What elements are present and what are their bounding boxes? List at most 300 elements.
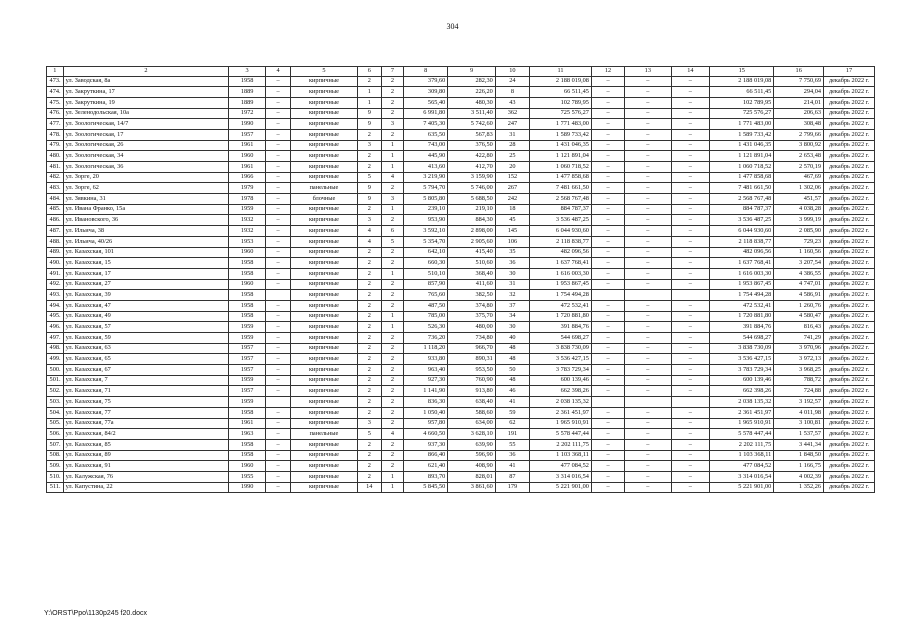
cell-year-built: 1959 (229, 375, 265, 386)
header-cell-cost-col-12: 12 (591, 67, 624, 77)
cell-repair-date: декабрь 2022 г. (824, 258, 875, 269)
cell-row-number: 487. (47, 226, 64, 237)
cell-residents: 30 (495, 322, 529, 333)
cell-cost-col-13: – (625, 311, 671, 322)
cell-wall-material: кирпичные (291, 172, 357, 183)
cell-row-number: 492. (47, 279, 64, 290)
cell-cost-col-15: 102 789,95 (710, 97, 774, 108)
cell-total-area: 927,30 (404, 375, 448, 386)
cell-cost-col-13: – (625, 183, 671, 194)
cell-address: ул. Казахская, 91 (63, 461, 229, 472)
cell-cost-col-14: – (671, 76, 710, 87)
cell-total-area: 660,30 (404, 258, 448, 269)
cell-cost-col-12: – (591, 151, 624, 162)
cell-wall-material: кирпичные (291, 258, 357, 269)
cell-row-number: 491. (47, 268, 64, 279)
cell-year-reconstruction: – (265, 183, 290, 194)
cell-cost-col-13: – (625, 343, 671, 354)
cell-cost-col-12: – (591, 247, 624, 258)
table-row (47, 215, 875, 226)
cell-living-area: 422,80 (448, 151, 496, 162)
cell-year-reconstruction: – (265, 311, 290, 322)
cell-cost-col-14: – (671, 471, 710, 482)
cell-cost-col-12 (591, 290, 624, 301)
cell-cost-per-sqm: 2 653,48 (774, 151, 824, 162)
cell-total-cost: 1 060 718,52 (530, 162, 592, 173)
cell-total-area: 937,30 (404, 439, 448, 450)
cell-residents: 20 (495, 162, 529, 173)
cell-year-reconstruction: – (265, 236, 290, 247)
cell-year-built: 1990 (229, 119, 265, 130)
page-number: 304 (446, 22, 459, 31)
cell-row-number: 486. (47, 215, 64, 226)
cell-wall-material: кирпичные (291, 97, 357, 108)
cell-entrances: 2 (381, 247, 403, 258)
cell-wall-material: панельные (291, 183, 357, 194)
cell-floors: 5 (357, 172, 381, 183)
cell-repair-date: декабрь 2022 г. (824, 439, 875, 450)
cell-row-number: 495. (47, 311, 64, 322)
cell-repair-date: декабрь 2022 г. (824, 226, 875, 237)
cell-year-built: 1932 (229, 226, 265, 237)
cell-year-built: 1958 (229, 76, 265, 87)
header-cell-address: 2 (63, 67, 229, 77)
cell-repair-date: декабрь 2022 г. (824, 397, 875, 408)
cell-cost-col-12: – (591, 129, 624, 140)
cell-year-reconstruction: – (265, 97, 290, 108)
cell-floors: 1 (357, 97, 381, 108)
table-row (47, 418, 875, 429)
cell-repair-date: декабрь 2022 г. (824, 407, 875, 418)
cell-wall-material: кирпичные (291, 247, 357, 258)
cell-total-cost: 2 202 111,75 (530, 439, 592, 450)
cell-living-area: 376,50 (448, 140, 496, 151)
cell-cost-col-15: 1 431 046,35 (710, 140, 774, 151)
cell-cost-col-15: 1 754 494,28 (710, 290, 774, 301)
cell-year-reconstruction: – (265, 322, 290, 333)
cell-year-reconstruction: – (265, 450, 290, 461)
cell-address: ул. Заводская, 8а (63, 76, 229, 87)
cell-total-cost: 2 568 767,48 (530, 194, 592, 205)
cell-residents: 50 (495, 365, 529, 376)
cell-row-number: 488. (47, 236, 64, 247)
cell-living-area: 368,40 (448, 268, 496, 279)
cell-year-built: 1959 (229, 333, 265, 344)
cell-year-built: 1889 (229, 97, 265, 108)
cell-repair-date: декабрь 2022 г. (824, 247, 875, 258)
cell-living-area: 828,01 (448, 471, 496, 482)
cell-cost-per-sqm: 206,63 (774, 108, 824, 119)
cell-row-number: 482. (47, 172, 64, 183)
cell-repair-date: декабрь 2022 г. (824, 140, 875, 151)
cell-address: ул. Казахская, 67 (63, 365, 229, 376)
cell-year-built: 1960 (229, 461, 265, 472)
cell-cost-per-sqm: 214,01 (774, 97, 824, 108)
cell-entrances: 2 (381, 365, 403, 376)
cell-wall-material: кирпичные (291, 471, 357, 482)
cell-cost-col-14: – (671, 172, 710, 183)
cell-total-cost: 1 121 891,04 (530, 151, 592, 162)
cell-cost-col-13: – (625, 194, 671, 205)
cell-entrances: 4 (381, 429, 403, 440)
cell-year-built: 1966 (229, 172, 265, 183)
cell-cost-col-15: 66 511,45 (710, 87, 774, 98)
table-row (47, 151, 875, 162)
cell-cost-col-13: – (625, 354, 671, 365)
cell-cost-col-12: – (591, 194, 624, 205)
cell-repair-date: декабрь 2022 г. (824, 322, 875, 333)
cell-cost-col-12: – (591, 162, 624, 173)
cell-living-area: 588,60 (448, 407, 496, 418)
cell-entrances: 1 (381, 204, 403, 215)
cell-year-built: 1958 (229, 439, 265, 450)
cell-cost-col-13: – (625, 87, 671, 98)
cell-cost-col-15: 2 188 019,08 (710, 76, 774, 87)
cell-cost-col-14: – (671, 258, 710, 269)
table-row (47, 429, 875, 440)
cell-cost-col-13: – (625, 236, 671, 247)
cell-total-area: 445,90 (404, 151, 448, 162)
cell-cost-col-15: 5 578 447,44 (710, 429, 774, 440)
cell-wall-material: кирпичные (291, 215, 357, 226)
cell-cost-col-12: – (591, 354, 624, 365)
cell-row-number: 511. (47, 482, 64, 493)
cell-floors: 2 (357, 322, 381, 333)
cell-entrances: 2 (381, 418, 403, 429)
cell-repair-date: декабрь 2022 г. (824, 119, 875, 130)
cell-cost-col-15: 3 536 487,25 (710, 215, 774, 226)
cell-year-built: 1957 (229, 343, 265, 354)
cell-repair-date: декабрь 2022 г. (824, 290, 875, 301)
cell-cost-col-12: – (591, 97, 624, 108)
cell-address: ул. Зявкина, 31 (63, 194, 229, 205)
cell-cost-col-14: – (671, 119, 710, 130)
header-cell-cost-per-sqm: 16 (774, 67, 824, 77)
cell-cost-col-14: – (671, 247, 710, 258)
cell-row-number: 480. (47, 151, 64, 162)
cell-living-area: 884,30 (448, 215, 496, 226)
cell-repair-date: декабрь 2022 г. (824, 215, 875, 226)
cell-cost-col-14: – (671, 343, 710, 354)
cell-entrances: 2 (381, 76, 403, 87)
cell-cost-col-13: – (625, 461, 671, 472)
cell-cost-col-13: – (625, 129, 671, 140)
table-row (47, 279, 875, 290)
cell-year-built: 1961 (229, 162, 265, 173)
cell-cost-col-13: – (625, 258, 671, 269)
cell-residents: 34 (495, 311, 529, 322)
cell-cost-col-14: – (671, 162, 710, 173)
cell-wall-material: кирпичные (291, 204, 357, 215)
cell-year-reconstruction (265, 290, 290, 301)
cell-floors: 2 (357, 386, 381, 397)
table-row (47, 450, 875, 461)
cell-address: ул. Зоологическая, 17 (63, 129, 229, 140)
cell-total-area: 487,50 (404, 300, 448, 311)
cell-living-area: 3 511,40 (448, 108, 496, 119)
table-row (47, 119, 875, 130)
table-row (47, 172, 875, 183)
cell-entrances: 6 (381, 226, 403, 237)
cell-floors: 2 (357, 343, 381, 354)
cell-wall-material: кирпичные (291, 333, 357, 344)
cell-address: ул. Зоологическая, 14/7 (63, 119, 229, 130)
cell-floors: 2 (357, 151, 381, 162)
cell-living-area: 966,70 (448, 343, 496, 354)
cell-wall-material: кирпичные (291, 354, 357, 365)
cell-cost-col-14: – (671, 226, 710, 237)
cell-total-cost: 600 139,46 (530, 375, 592, 386)
cell-residents: 267 (495, 183, 529, 194)
cell-cost-per-sqm: 3 999,19 (774, 215, 824, 226)
cell-total-cost: 2 118 838,77 (530, 236, 592, 247)
cell-cost-col-14: – (671, 194, 710, 205)
cell-cost-col-14: – (671, 204, 710, 215)
cell-row-number: 504. (47, 407, 64, 418)
cell-year-built: 1955 (229, 471, 265, 482)
cell-residents: 59 (495, 407, 529, 418)
cell-cost-col-14: – (671, 386, 710, 397)
cell-entrances: 4 (381, 172, 403, 183)
cell-row-number: 490. (47, 258, 64, 269)
cell-address: ул. Казахская, 63 (63, 343, 229, 354)
cell-address: ул. Казахская, 49 (63, 311, 229, 322)
cell-residents: 362 (495, 108, 529, 119)
cell-cost-col-14: – (671, 215, 710, 226)
cell-floors: 2 (357, 290, 381, 301)
cell-cost-per-sqm: 4 586,91 (774, 290, 824, 301)
cell-cost-col-15: 1 965 910,91 (710, 418, 774, 429)
cell-wall-material: блочные (291, 194, 357, 205)
cell-residents: 62 (495, 418, 529, 429)
cell-total-area: 510,10 (404, 268, 448, 279)
table-row (47, 290, 875, 301)
cell-address: ул. Казахская, 65 (63, 354, 229, 365)
cell-cost-per-sqm: 7 750,69 (774, 76, 824, 87)
table-row (47, 354, 875, 365)
cell-row-number: 496. (47, 322, 64, 333)
cell-total-area: 642,10 (404, 247, 448, 258)
cell-living-area: 634,00 (448, 418, 496, 429)
cell-entrances: 2 (381, 343, 403, 354)
cell-living-area: 3 159,90 (448, 172, 496, 183)
cell-cost-col-14: – (671, 311, 710, 322)
cell-cost-per-sqm: 1 848,50 (774, 450, 824, 461)
cell-address: ул. Казахская, 27 (63, 279, 229, 290)
cell-total-cost: 1 771 483,00 (530, 119, 592, 130)
cell-cost-col-12: – (591, 76, 624, 87)
cell-entrances: 2 (381, 97, 403, 108)
cell-cost-col-12: – (591, 140, 624, 151)
cell-cost-col-15: 482 096,56 (710, 247, 774, 258)
table-row (47, 162, 875, 173)
cell-repair-date: декабрь 2022 г. (824, 482, 875, 493)
cell-cost-col-12: – (591, 418, 624, 429)
cell-floors: 14 (357, 482, 381, 493)
cell-cost-col-14: – (671, 108, 710, 119)
cell-year-reconstruction: – (265, 258, 290, 269)
cell-address: ул. Закруткина, 19 (63, 97, 229, 108)
cell-year-reconstruction: – (265, 108, 290, 119)
cell-cost-col-14: – (671, 407, 710, 418)
cell-cost-col-15: 1 477 858,68 (710, 172, 774, 183)
cell-cost-col-13: – (625, 108, 671, 119)
cell-cost-col-15: 5 221 901,00 (710, 482, 774, 493)
cell-wall-material: кирпичные (291, 129, 357, 140)
cell-year-reconstruction: – (265, 300, 290, 311)
cell-wall-material: кирпичные (291, 300, 357, 311)
cell-repair-date: декабрь 2022 г. (824, 97, 875, 108)
cell-cost-per-sqm: 4 580,47 (774, 311, 824, 322)
cell-cost-per-sqm: 816,43 (774, 322, 824, 333)
cell-cost-per-sqm: 2 799,66 (774, 129, 824, 140)
cell-cost-col-12: – (591, 204, 624, 215)
cell-year-reconstruction: – (265, 140, 290, 151)
cell-year-reconstruction: – (265, 119, 290, 130)
cell-cost-col-12: – (591, 461, 624, 472)
cell-total-area: 3 219,90 (404, 172, 448, 183)
cell-living-area: 510,60 (448, 258, 496, 269)
cell-repair-date: декабрь 2022 г. (824, 87, 875, 98)
cell-living-area: 760,90 (448, 375, 496, 386)
cell-row-number: 476. (47, 108, 64, 119)
cell-row-number: 474. (47, 87, 64, 98)
cell-row-number: 503. (47, 397, 64, 408)
table-row (47, 129, 875, 140)
cell-living-area: 596,90 (448, 450, 496, 461)
cell-cost-col-13: – (625, 172, 671, 183)
cell-cost-per-sqm: 724,88 (774, 386, 824, 397)
cell-cost-col-12: – (591, 333, 624, 344)
cell-address: ул. Казахская, 101 (63, 247, 229, 258)
cell-repair-date: декабрь 2022 г. (824, 386, 875, 397)
header-cell-total-cost: 11 (530, 67, 592, 77)
cell-total-cost: 1 953 867,45 (530, 279, 592, 290)
cell-total-area: 3 592,10 (404, 226, 448, 237)
cell-cost-col-15: 725 576,27 (710, 108, 774, 119)
cell-repair-date: декабрь 2022 г. (824, 375, 875, 386)
cell-wall-material: кирпичные (291, 450, 357, 461)
cell-cost-col-13: – (625, 268, 671, 279)
cell-row-number: 484. (47, 194, 64, 205)
cell-total-cost: 477 084,52 (530, 461, 592, 472)
cell-year-built: 1959 (229, 322, 265, 333)
cell-total-area: 635,50 (404, 129, 448, 140)
cell-wall-material: кирпичные (291, 482, 357, 493)
cell-wall-material: кирпичные (291, 226, 357, 237)
cell-cost-col-12: – (591, 429, 624, 440)
cell-year-built: 1978 (229, 194, 265, 205)
cell-total-cost: 391 884,76 (530, 322, 592, 333)
table-row (47, 471, 875, 482)
cell-entrances: 3 (381, 119, 403, 130)
cell-floors: 2 (357, 450, 381, 461)
cell-wall-material: кирпичные (291, 439, 357, 450)
cell-cost-col-12: – (591, 322, 624, 333)
cell-cost-col-13: – (625, 215, 671, 226)
cell-total-area: 526,30 (404, 322, 448, 333)
cell-cost-per-sqm: 1 302,06 (774, 183, 824, 194)
cell-year-reconstruction: – (265, 162, 290, 173)
cell-total-cost: 3 536 427,15 (530, 354, 592, 365)
cell-wall-material: кирпичные (291, 311, 357, 322)
cell-living-area: 913,80 (448, 386, 496, 397)
cell-residents: 55 (495, 439, 529, 450)
header-cell-entrances: 7 (381, 67, 403, 77)
cell-row-number: 510. (47, 471, 64, 482)
cell-cost-col-13 (625, 290, 671, 301)
cell-year-reconstruction: – (265, 279, 290, 290)
cell-total-area: 1 050,40 (404, 407, 448, 418)
cell-wall-material: кирпичные (291, 461, 357, 472)
cell-cost-col-12: – (591, 226, 624, 237)
cell-wall-material: кирпичные (291, 375, 357, 386)
cell-year-built: 1960 (229, 151, 265, 162)
cell-total-cost: 5 578 447,44 (530, 429, 592, 440)
cell-cost-col-12: – (591, 482, 624, 493)
table-row (47, 194, 875, 205)
cell-cost-col-15: 1 616 003,30 (710, 268, 774, 279)
cell-total-cost: 2 361 451,97 (530, 407, 592, 418)
cell-cost-per-sqm: 3 972,13 (774, 354, 824, 365)
cell-address: ул. Казахская, 77а (63, 418, 229, 429)
cell-wall-material: кирпичные (291, 76, 357, 87)
cell-floors: 2 (357, 365, 381, 376)
cell-residents: 40 (495, 333, 529, 344)
cell-row-number: 501. (47, 375, 64, 386)
cell-repair-date: декабрь 2022 г. (824, 333, 875, 344)
table-row (47, 226, 875, 237)
table-row (47, 461, 875, 472)
cell-cost-per-sqm: 3 441,34 (774, 439, 824, 450)
header-cell-repair-date: 17 (824, 67, 875, 77)
cell-floors: 3 (357, 215, 381, 226)
cell-living-area: 890,31 (448, 354, 496, 365)
cell-total-area: 5 354,70 (404, 236, 448, 247)
cell-floors: 2 (357, 471, 381, 482)
cell-floors: 2 (357, 439, 381, 450)
cell-repair-date: декабрь 2022 г. (824, 365, 875, 376)
cell-total-area: 379,60 (404, 76, 448, 87)
cell-year-reconstruction: – (265, 215, 290, 226)
cell-address: ул. Казахская, 89 (63, 450, 229, 461)
cell-address: ул. Казахская, 75 (63, 397, 229, 408)
cell-cost-col-13: – (625, 247, 671, 258)
cell-total-cost: 7 481 661,50 (530, 183, 592, 194)
cell-address: ул. Капустина, 22 (63, 482, 229, 493)
table-row (47, 97, 875, 108)
cell-address: ул. Зорге, 20 (63, 172, 229, 183)
cell-year-built: 1958 (229, 290, 265, 301)
cell-year-reconstruction: – (265, 87, 290, 98)
cell-total-cost: 3 536 487,25 (530, 215, 592, 226)
header-row (47, 67, 875, 77)
cell-repair-date: декабрь 2022 г. (824, 162, 875, 173)
cell-entrances: 2 (381, 290, 403, 301)
cell-row-number: 489. (47, 247, 64, 258)
cell-total-cost: 3 314 016,54 (530, 471, 592, 482)
cell-cost-col-12: – (591, 279, 624, 290)
cell-cost-col-14: – (671, 87, 710, 98)
cell-row-number: 477. (47, 119, 64, 130)
cell-year-reconstruction: – (265, 268, 290, 279)
cell-year-built: 1959 (229, 204, 265, 215)
cell-cost-per-sqm: 3 800,92 (774, 140, 824, 151)
cell-total-area: 893,70 (404, 471, 448, 482)
cell-address: ул. Зоологическая, 36 (63, 162, 229, 173)
cell-residents: 179 (495, 482, 529, 493)
cell-address: ул. Казахская, 39 (63, 290, 229, 301)
